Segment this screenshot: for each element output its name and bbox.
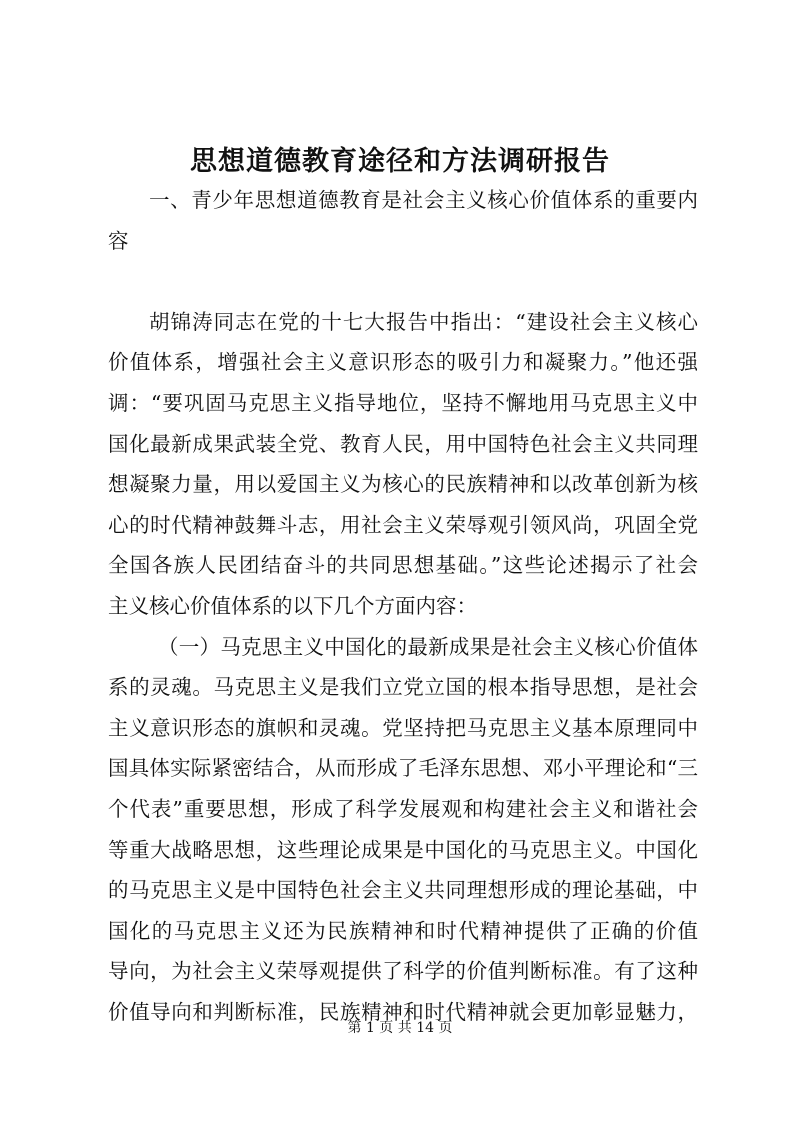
paragraph-2-line-10: 价值导向和判断标准，民族精神和时代精神就会更加彰显魅力， bbox=[108, 999, 698, 1024]
paragraph-1-line-4: 国化最新成果武装全党、教育人民，用中国特色社会主义共同理 bbox=[108, 431, 698, 456]
document-title: 思想道德教育途径和方法调研报告 bbox=[190, 146, 610, 177]
paragraph-2-line-2: 系的灵魂。马克思主义是我们立党立国的根本指导思想，是社会 bbox=[108, 675, 698, 700]
paragraph-2-line-8: 国化的马克思主义还为民族精神和时代精神提供了正确的价值 bbox=[108, 918, 698, 943]
paragraph-1-line-1: 胡锦涛同志在党的十七大报告中指出：“建设社会主义核心 bbox=[149, 309, 698, 334]
paragraph-2-line-5: 个代表”重要思想，形成了科学发展观和构建社会主义和谐社会 bbox=[108, 796, 698, 821]
paragraph-2-line-7: 的马克思主义是中国特色社会主义共同理想形成的理论基础，中 bbox=[108, 878, 698, 903]
paragraph-2-line-3: 主义意识形态的旗帜和灵魂。党坚持把马克思主义基本原理同中 bbox=[108, 715, 698, 740]
paragraph-1-line-8: 主义核心价值体系的以下几个方面内容： bbox=[108, 593, 477, 618]
paragraph-1-line-2: 价值体系，增强社会主义意识形态的吸引力和凝聚力。”他还强 bbox=[108, 350, 698, 375]
section-heading-line-1: 一、青少年思想道德教育是社会主义核心价值体系的重要内 bbox=[149, 188, 698, 212]
paragraph-1-line-7: 全国各族人民团结奋斗的共同思想基础。”这些论述揭示了社会 bbox=[108, 553, 698, 578]
paragraph-2-line-6: 等重大战略思想，这些理论成果是中国化的马克思主义。中国化 bbox=[108, 837, 698, 862]
paragraph-2-line-4: 国具体实际紧密结合，从而形成了毛泽东思想、邓小平理论和“三 bbox=[108, 756, 698, 781]
page-number-footer: 第 1 页 共 14 页 bbox=[347, 1020, 453, 1036]
paragraph-2-line-1: （一）马克思主义中国化的最新成果是社会主义核心价值体 bbox=[158, 634, 698, 659]
section-heading-line-2: 容 bbox=[108, 228, 129, 253]
document-body bbox=[108, 180, 698, 1032]
paragraph-2-line-9: 导向，为社会主义荣辱观提供了科学的价值判断标准。有了这种 bbox=[108, 959, 698, 984]
blank-line bbox=[108, 261, 698, 302]
paragraph-1-line-6: 心的时代精神鼓舞斗志，用社会主义荣辱观引领风尚，巩固全党 bbox=[108, 512, 698, 537]
paragraph-1-line-3: 调：“要巩固马克思主义指导地位，坚持不懈地用马克思主义中 bbox=[108, 390, 698, 415]
paragraph-1-line-5: 想凝聚力量，用以爱国主义为核心的民族精神和以改革创新为核 bbox=[108, 472, 698, 497]
